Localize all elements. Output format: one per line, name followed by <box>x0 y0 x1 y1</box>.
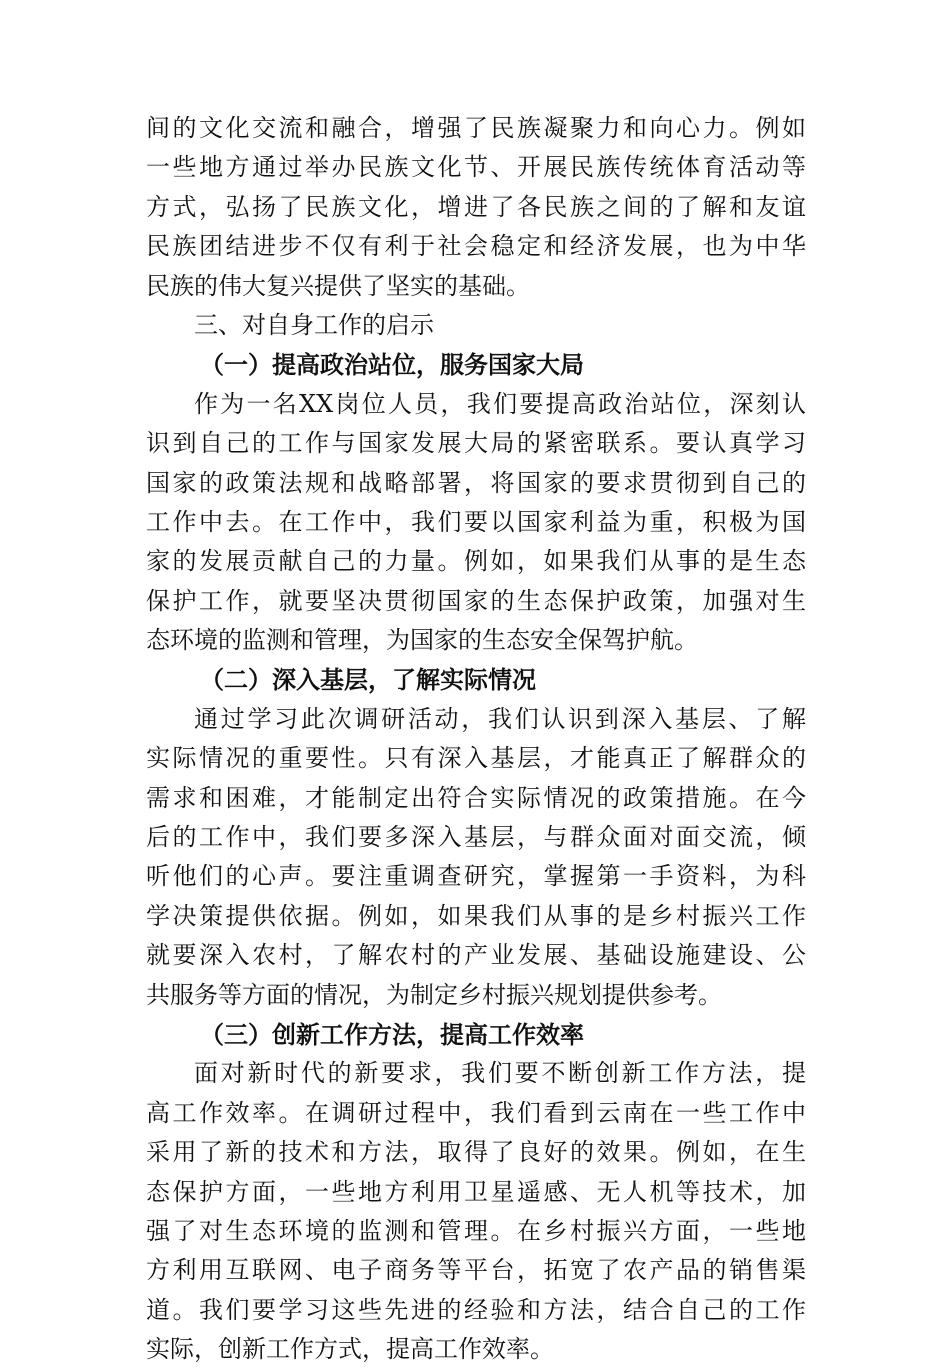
section-heading: 三、对自身工作的启示 <box>194 310 434 339</box>
paragraph-line: 民族团结进步不仅有利于社会稳定和经济发展，也为中华 <box>146 232 806 261</box>
paragraph-line: 间的文化交流和融合，增强了民族凝聚力和向心力。例如 <box>146 114 806 142</box>
paragraph-line: 听他们的心声。要注重调查研究，掌握第一手资料，为科 <box>146 862 806 891</box>
subsection-heading-2: （二）深入基层，了解实际情况 <box>200 665 536 695</box>
subsection-1-paragraph <box>146 385 806 661</box>
subsection-2-paragraph <box>146 700 806 1015</box>
paragraph-line: 需求和困难，才能制定出符合实际情况的政策措施。在今 <box>146 783 806 812</box>
paragraph-line: 面对新时代的新要求，我们要不断创新工作方法，提 <box>194 1059 806 1088</box>
paragraph-line: 学决策提供依据。例如，如果我们从事的是乡村振兴工作 <box>146 901 806 930</box>
paragraph-line: 就要深入农村，了解农村的产业发展、基础设施建设、公 <box>146 941 806 970</box>
paragraph-line: 态环境的监测和管理，为国家的生态安全保驾护航。 <box>146 626 698 655</box>
paragraph-line: 家的发展贡献自己的力量。例如，如果我们从事的是生态 <box>146 547 806 576</box>
paragraph-line: 作为一名XX岗位人员，我们要提高政治站位，深刻认 <box>194 389 806 418</box>
paragraph-line: 一些地方通过举办民族文化节、开展民族传统体育活动等 <box>146 153 806 182</box>
paragraph-line: 方式，弘扬了民族文化，增进了各民族之间的了解和友谊 <box>146 192 806 221</box>
paragraph-line: 道。我们要学习这些先进的经验和方法，结合自己的工作 <box>146 1295 806 1324</box>
subsection-3-paragraph <box>146 1054 806 1369</box>
paragraph-line: 高工作效率。在调研过程中，我们看到云南在一些工作中 <box>146 1098 806 1127</box>
paragraph-line: 国家的政策法规和战略部署，将国家的要求贯彻到自己的 <box>146 468 806 497</box>
paragraph-line: 方利用互联网、电子商务等平台，拓宽了农产品的销售渠 <box>146 1256 806 1285</box>
paragraph-line: 保护工作，就要坚决贯彻国家的生态保护政策，加强对生 <box>146 586 806 615</box>
paragraph-line: 采用了新的技术和方法，取得了良好的效果。例如，在生 <box>146 1138 806 1167</box>
paragraph-line: 识到自己的工作与国家发展大局的紧密联系。要认真学习 <box>146 429 806 458</box>
paragraph-line: 实际情况的重要性。只有深入基层，才能真正了解群众的 <box>146 744 806 773</box>
paragraph-line: 强了对生态环境的监测和管理。在乡村振兴方面，一些地 <box>146 1216 806 1245</box>
paragraph-line: 实际，创新工作方式，提高工作效率。 <box>146 1335 554 1364</box>
paragraph-line: 态保护方面，一些地方利用卫星遥感、无人机等技术，加 <box>146 1177 806 1206</box>
paragraph-line: 后的工作中，我们要多深入基层，与群众面对面交流，倾 <box>146 823 806 852</box>
subsection-heading-3: （三）创新工作方法，提高工作效率 <box>200 1019 584 1049</box>
paragraph-line: 工作中去。在工作中，我们要以国家利益为重，积极为国 <box>146 507 806 536</box>
document-body <box>146 109 806 1370</box>
subsection-heading-1: （一）提高政治站位，服务国家大局 <box>200 350 584 380</box>
intro-paragraph <box>146 109 806 306</box>
paragraph-line: 共服务等方面的情况，为制定乡村振兴规划提供参考。 <box>146 980 722 1009</box>
paragraph-line: 通过学习此次调研活动，我们认识到深入基层、了解 <box>194 704 806 733</box>
paragraph-line: 民族的伟大复兴提供了坚实的基础。 <box>146 271 530 300</box>
